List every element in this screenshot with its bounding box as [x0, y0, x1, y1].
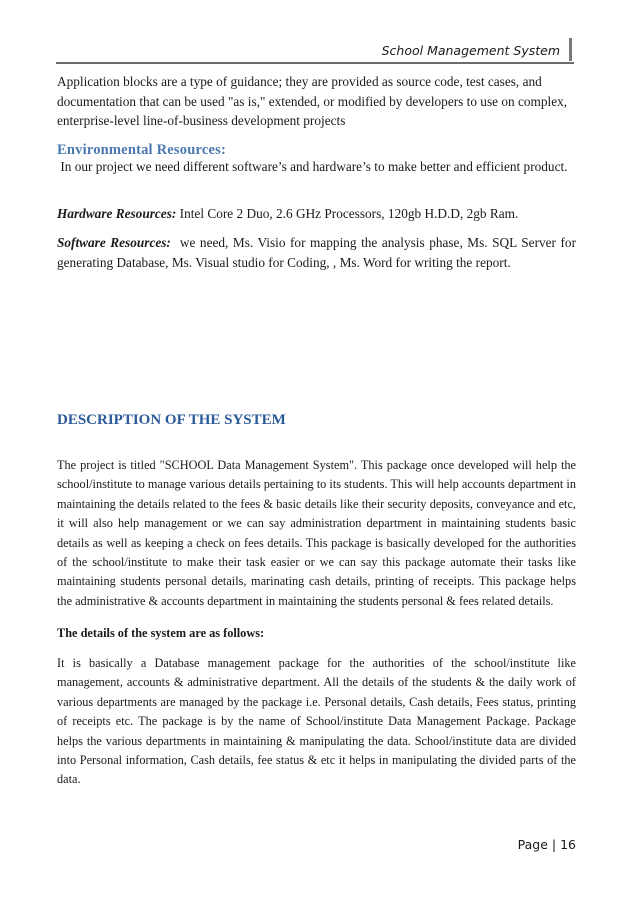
page-header — [56, 38, 574, 64]
environmental-resources-paragraph — [57, 157, 576, 176]
hardware-resources-label: Hardware Resources: — [57, 206, 177, 221]
header-title: School Management System — [381, 43, 560, 58]
page-number: Page | 16 — [517, 837, 576, 852]
details-heading: The details of the system are as follows: — [57, 626, 265, 640]
description-heading: DESCRIPTION OF THE SYSTEM — [57, 412, 286, 428]
hardware-resources-text: Intel Core 2 Duo, 2.6 GHz Processors, 120gb H.D.D, 2gb Ram. — [179, 206, 519, 221]
software-resources-label: Software Resources: — [57, 235, 171, 250]
software-resources-paragraph — [57, 233, 576, 272]
environmental-resources-heading: Environmental Resources: — [57, 142, 226, 158]
header-divider — [569, 38, 572, 61]
hardware-resources-paragraph — [57, 204, 576, 223]
details-paragraph: It is basically a Database management package for the authorities of the school/institute like management, accounts & administrative department. All the details of the students & the daily work of various departments are managed by the package i.e. Personal details, Cash details, Fees status, printing of receipts etc. The package is by the name of School/institute Data Management Package. Package helps the various departments in maintaining & manipulating the data. School/institute data are divided into Personal information, Cash details, fee status & etc it helps in manipulating the divided parts of the data. — [57, 656, 576, 787]
environmental-resources-text: In our project we need different software’s and hardware’s to make better and efficient product. — [60, 159, 568, 174]
intro-paragraph: Application blocks are a type of guidance; they are provided as source code, test cases, and documentation that can be used "as is," extended, or modified by developers to use on complex, enterprise-level line-of-business development projects — [57, 74, 568, 128]
software-resources-text: we need, Ms. Visio for mapping the analysis phase, Ms. SQL Server for generating Database, Ms. Visual studio for Coding, , Ms. Word for writing the report. — [57, 235, 577, 270]
description-paragraph: The project is titled "SCHOOL Data Management System". This package once developed will help the school/institute to manage various details pertaining to its students. This will help accounts department in maintaining the details related to the fees & basic details like their security deposits, conveyance and etc, it will also help management or we can say administration department in maintaining students basic details as well as keeping a check on fees details. This package is basically developed for the authorities of the school/institute to make their task easier or we can say this package automate their tasks like maintaining students personal details, marinating cash details, printing of receipts. This package helps the administrative & accounts department in maintaining the students personal & fees related details. — [57, 458, 576, 608]
